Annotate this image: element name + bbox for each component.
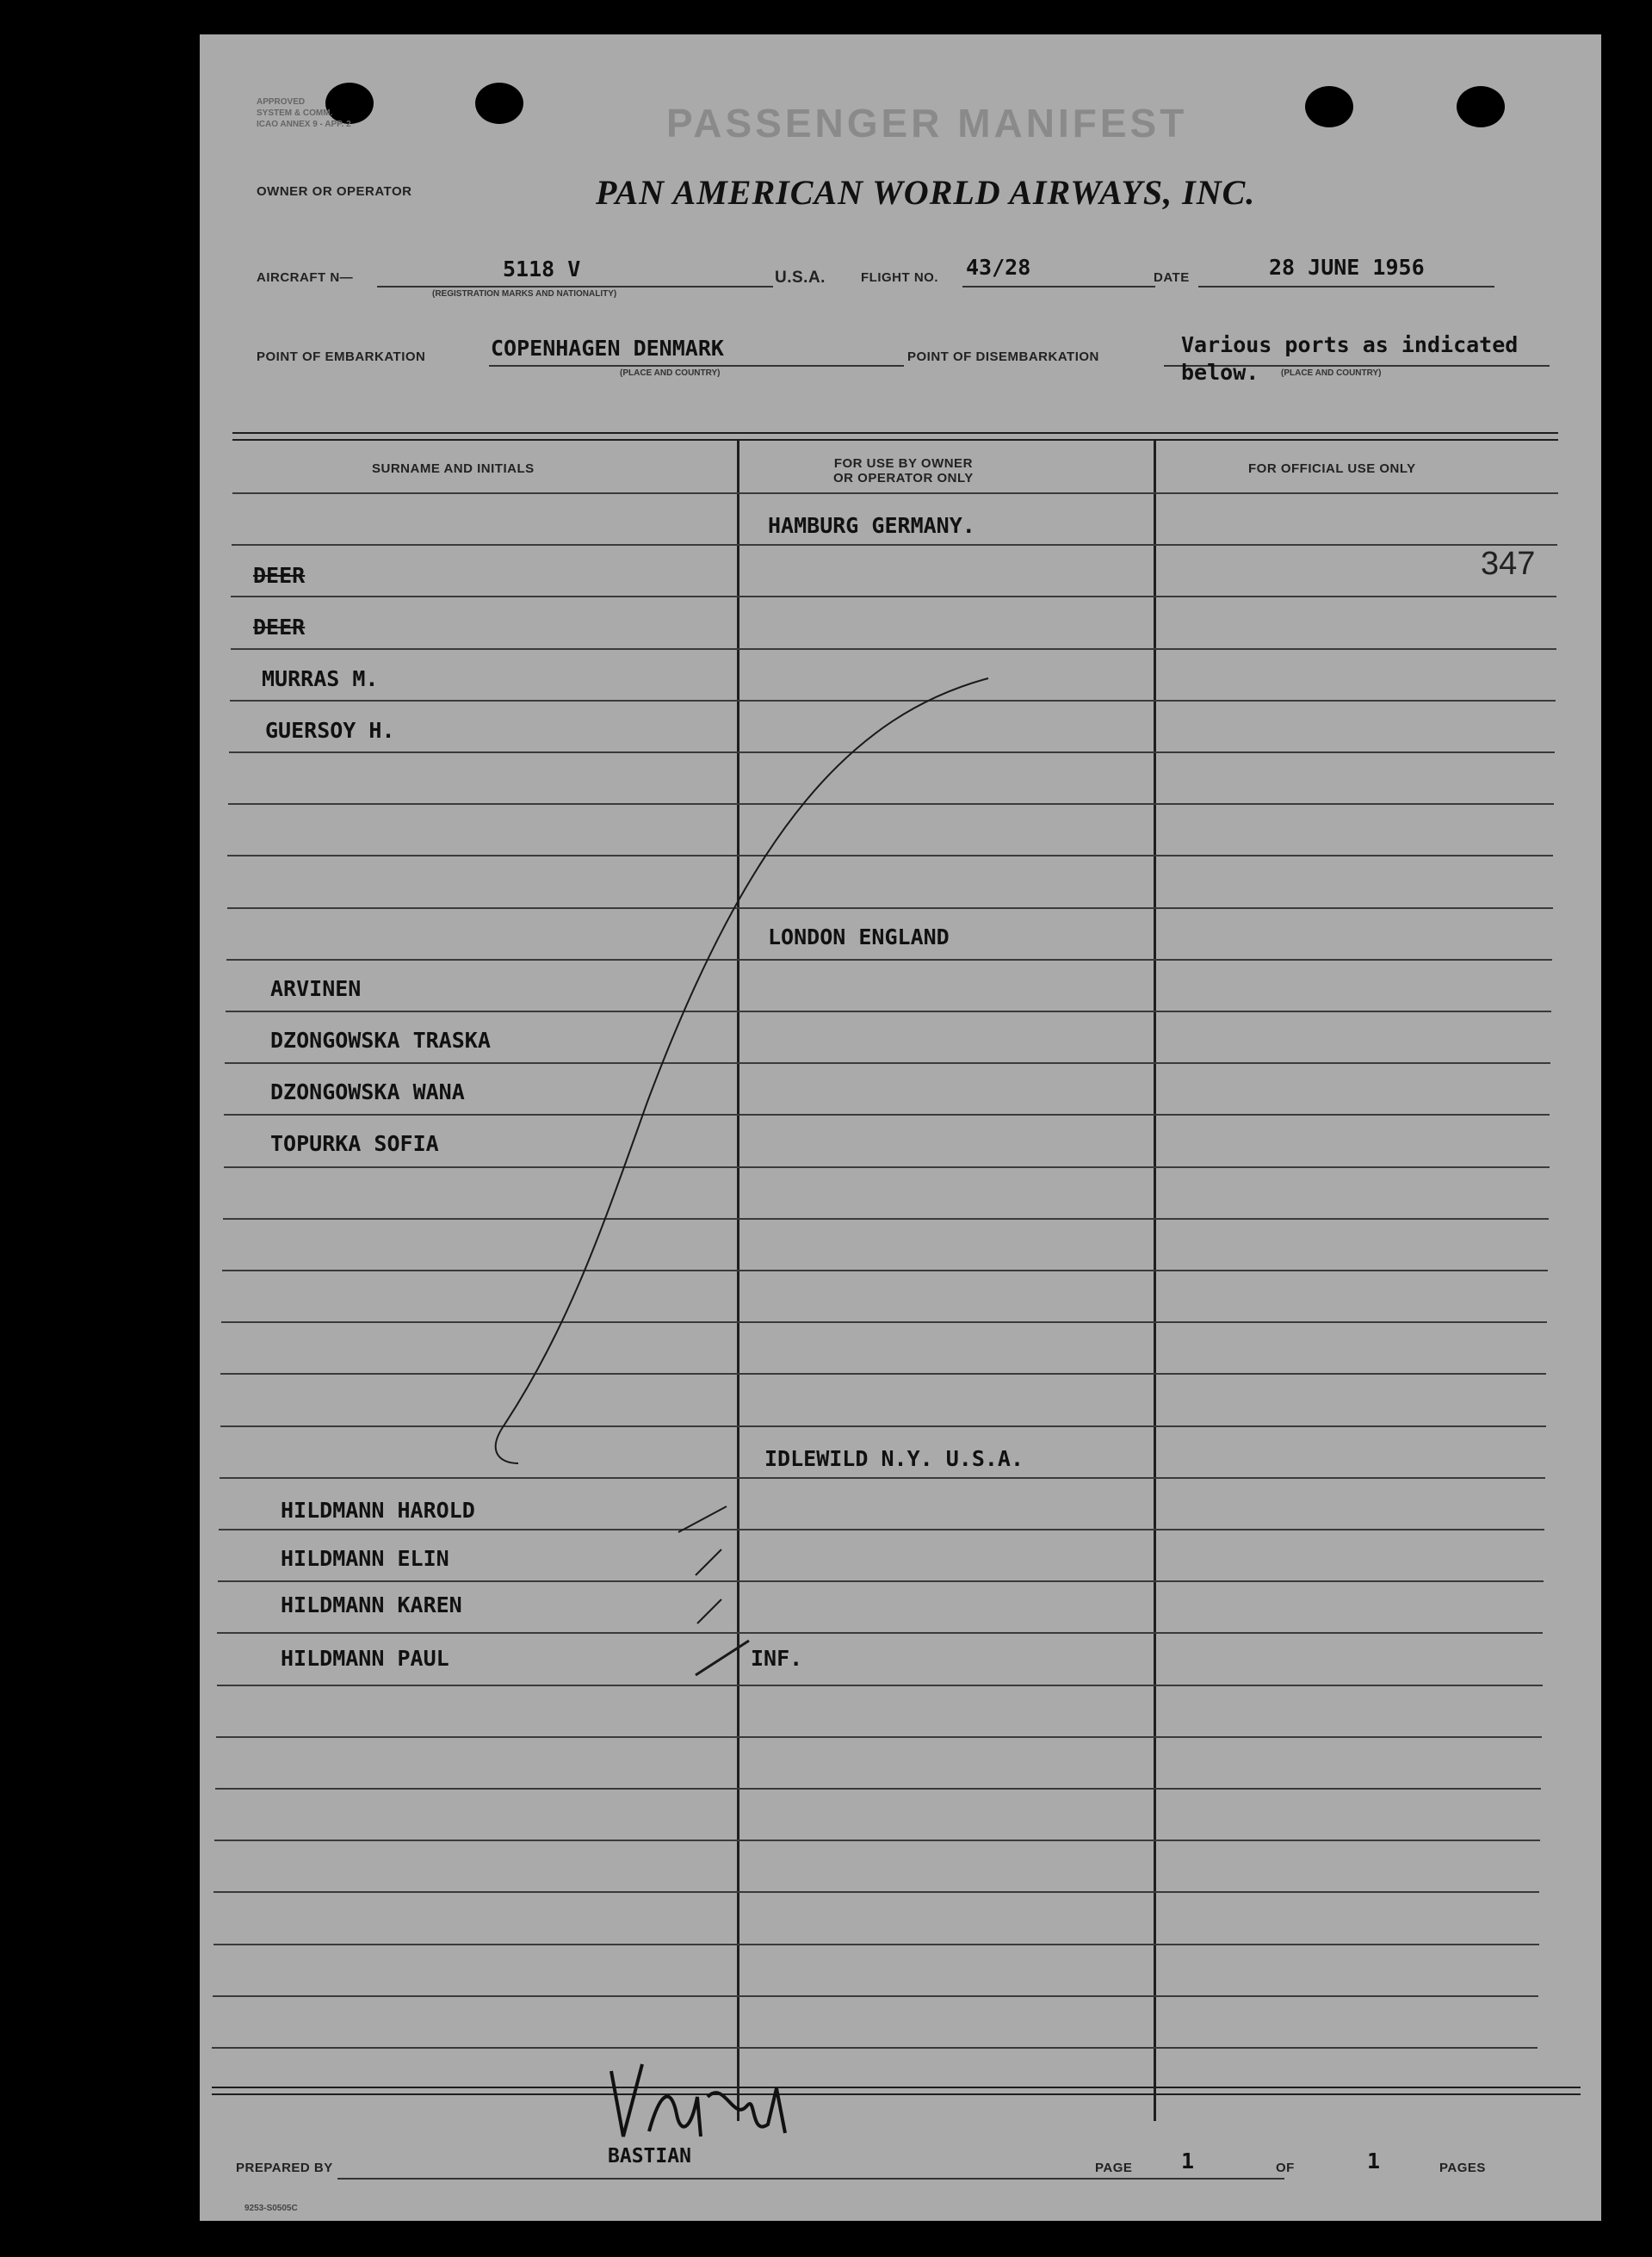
flight-label: FLIGHT NO.	[861, 270, 938, 285]
prepared-by-label: PREPARED BY	[236, 2161, 333, 2175]
pen-check	[678, 1506, 727, 1532]
destination-idlewild: IDLEWILD N.Y. U.S.A.	[764, 1446, 1024, 1471]
disembarkation-value: Various ports as indicated	[1181, 332, 1519, 357]
page-total: 1	[1367, 2149, 1381, 2174]
disembarkation-value-2: below.	[1181, 360, 1259, 385]
signature-scrawl	[604, 2054, 811, 2149]
pen-curve	[496, 678, 988, 1463]
passenger-name: HILDMANN KAREN	[281, 1592, 462, 1617]
page-number: 1	[1181, 2149, 1195, 2174]
passenger-name: DEER	[253, 615, 306, 640]
passenger-note: INF.	[751, 1646, 803, 1671]
owner-value: PAN AMERICAN WORLD AIRWAYS, INC.	[596, 173, 1256, 212]
passenger-name: HILDMANN ELIN	[281, 1546, 449, 1571]
form-approval-stamp: APPROVED SYSTEM & COMM. ICAO ANNEX 9 - APP. 2	[257, 97, 351, 129]
aircraft-nationality: U.S.A.	[775, 269, 826, 287]
passenger-name: HILDMANN PAUL	[281, 1646, 449, 1671]
aircraft-label: AIRCRAFT N—	[257, 270, 354, 285]
pen-check	[697, 1599, 721, 1623]
passenger-name: DZONGOWSKA TRASKA	[270, 1028, 491, 1053]
pen-check	[696, 1641, 749, 1675]
date-value: 28 JUNE 1956	[1269, 255, 1425, 280]
date-label: DATE	[1154, 270, 1190, 285]
passenger-name: MURRAS M.	[262, 666, 379, 691]
page-label: PAGE	[1095, 2161, 1133, 2175]
flight-value: 43/28	[966, 255, 1031, 280]
embarkation-sublabel: (PLACE AND COUNTRY)	[620, 368, 721, 378]
embarkation-value: COPENHAGEN DENMARK	[491, 336, 724, 361]
passenger-name: TOPURKA SOFIA	[270, 1131, 439, 1156]
pages-label: PAGES	[1439, 2161, 1486, 2175]
signature-name: BASTIAN	[608, 2145, 691, 2167]
passenger-name: GUERSOY H.	[265, 718, 395, 743]
pen-check	[696, 1549, 721, 1575]
manifest-sheet	[200, 34, 1601, 2221]
owner-label: OWNER OR OPERATOR	[257, 184, 412, 199]
passenger-name: ARVINEN	[270, 976, 362, 1001]
destination-london: LONDON ENGLAND	[768, 924, 950, 949]
aircraft-value: 5118 V	[503, 257, 581, 281]
form-number: 9253-S0505C	[244, 2204, 298, 2213]
column-header-surname: SURNAME AND INITIALS	[372, 461, 535, 476]
embarkation-label: POINT OF EMBARKATION	[257, 349, 426, 364]
passenger-name: HILDMANN HAROLD	[281, 1498, 475, 1523]
page-title: PASSENGER MANIFEST	[666, 101, 1188, 145]
of-label: OF	[1276, 2161, 1295, 2175]
aircraft-sublabel: (REGISTRATION MARKS AND NATIONALITY)	[432, 289, 617, 299]
column-header-official: FOR OFFICIAL USE ONLY	[1248, 461, 1416, 476]
disembarkation-sublabel: (PLACE AND COUNTRY)	[1281, 368, 1382, 378]
column-header-owner-use: FOR USE BY OWNER OR OPERATOR ONLY	[833, 456, 974, 485]
destination-hamburg: HAMBURG GERMANY.	[768, 513, 975, 538]
passenger-name: DEER	[253, 563, 306, 588]
passenger-name: DZONGOWSKA WANA	[270, 1079, 465, 1104]
official-number: 347	[1481, 546, 1536, 582]
disembarkation-label: POINT OF DISEMBARKATION	[907, 349, 1099, 364]
pen-mark-svg	[200, 34, 1601, 2221]
